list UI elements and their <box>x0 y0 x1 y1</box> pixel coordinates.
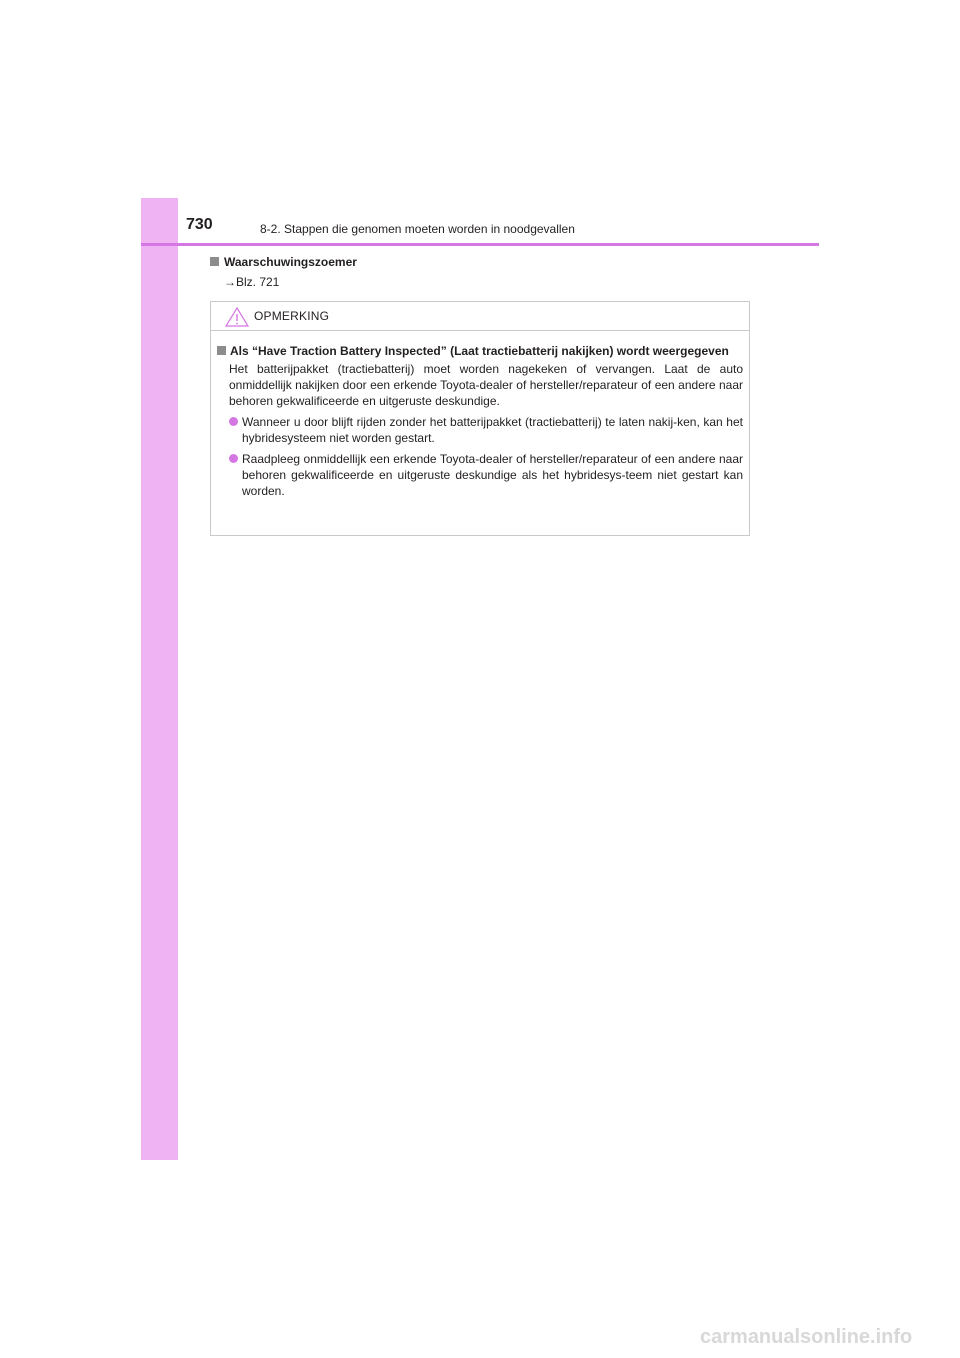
list-item-text: Raadpleeg onmiddellijk een erkende Toyota-dealer of hersteller/reparateur of een andere naar behoren gekwalificeerde en uitgeruste deskundige als het hybridesys-teem niet gestart kan worden. <box>242 452 743 498</box>
note-paragraph: Het batterijpakket (tractiebatterij) moet worden nagekeken of vervangen. Laat de auto onmiddellijk nakijken door een erkende Toyota-dealer of hersteller/reparateur of een andere naar behoren gekwalificeerde en uitgeruste deskundige. <box>229 362 743 408</box>
side-strip <box>141 198 178 1160</box>
section-heading <box>210 255 357 269</box>
note-heading-text: Als “Have Traction Battery Inspected” (Laat tractiebatterij nakijken) wordt weergegeven <box>230 344 729 358</box>
warning-box <box>210 301 750 536</box>
round-bullet-icon <box>229 454 238 463</box>
chapter-title: 8-2. Stappen die genomen moeten worden in noodgevallen <box>260 222 575 236</box>
header-band <box>141 198 178 246</box>
warning-header <box>211 302 749 331</box>
list-item <box>229 451 743 499</box>
page-number: 730 <box>186 216 213 233</box>
section-heading-text: Waarschuwingszoemer <box>224 255 357 269</box>
note-heading <box>217 343 743 359</box>
warning-triangle-icon <box>225 307 249 332</box>
list-item-text: Wanneer u door blijft rijden zonder het batterijpakket (tractiebatterij) te laten nakij-ken, kan het hybridesysteem niet worden gestart. <box>242 415 743 445</box>
warning-body <box>211 331 749 499</box>
header-rule <box>141 243 819 246</box>
page-reference: →Blz. 721 <box>224 275 280 289</box>
square-bullet-icon <box>217 346 226 355</box>
list-item <box>229 414 743 446</box>
warning-title: OPMERKING <box>254 309 330 323</box>
watermark: carmanualsonline.info <box>700 1326 913 1348</box>
round-bullet-icon <box>229 417 238 426</box>
square-bullet-icon <box>210 257 219 266</box>
